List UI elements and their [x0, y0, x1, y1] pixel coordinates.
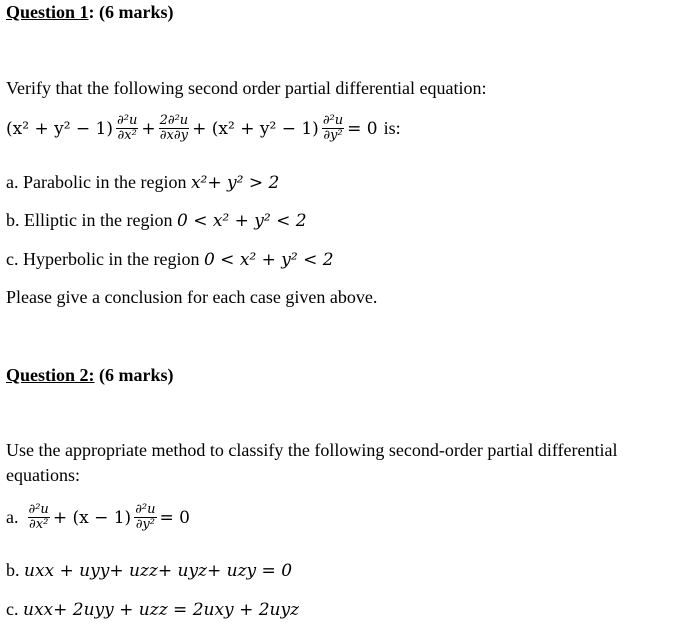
q2-fraction-uxx-numerator: ∂²u — [28, 502, 49, 517]
question-2-title — [6, 365, 174, 386]
question-1-item-c — [6, 249, 334, 270]
item-c-math: 0 < x² + y² < 2 — [203, 250, 334, 270]
item-a-label: a. — [6, 507, 19, 527]
question-1-marks: (6 marks) — [99, 2, 174, 22]
question-2-label: Question 2: — [6, 365, 95, 385]
fraction-uyy-denominator: ∂y² — [323, 128, 343, 143]
item-a-text: a. Parabolic in the region — [6, 172, 187, 192]
eq-prefix: (x² + y² − 1) — [6, 118, 114, 139]
item-b-text: b. Elliptic in the region — [6, 210, 173, 230]
fraction-uxy-numerator: 2∂²u — [159, 113, 189, 128]
question-1-equation — [6, 114, 401, 143]
fraction-uyy — [322, 114, 344, 143]
item-b-label: b. — [6, 560, 20, 580]
q2-fraction-uyy — [134, 503, 156, 532]
question-2-marks: (6 marks) — [99, 365, 174, 385]
item-c-math: uxx+ 2uyy + uzz = 2uxy + 2uyz — [23, 600, 300, 620]
fraction-uxx — [116, 114, 138, 143]
question-1-item-b — [6, 210, 307, 231]
q2-fraction-uxx — [28, 503, 50, 532]
question-2-intro-line-2: equations: — [6, 465, 80, 485]
fraction-uxy — [159, 114, 190, 143]
question-2-intro-line-1: Use the appropriate method to classify the following second-order partial differential — [6, 440, 618, 460]
fraction-uxx-numerator: ∂²u — [117, 113, 138, 128]
question-2-item-a — [6, 503, 190, 532]
question-1-conclusion: Please give a conclusion for each case given above. — [6, 287, 378, 307]
q2-eq-end: = 0 — [159, 507, 190, 528]
item-c-text: c. Hyperbolic in the region — [6, 249, 200, 269]
fraction-uxx-denominator: ∂x² — [117, 128, 137, 143]
q2-fraction-uyy-numerator: ∂²u — [135, 502, 156, 517]
fraction-uyy-numerator: ∂²u — [322, 113, 344, 128]
question-1-label: Question 1 — [6, 2, 89, 22]
item-a-math: x²+ y² > 2 — [190, 173, 280, 193]
item-b-math: 0 < x² + y² < 2 — [176, 211, 307, 231]
question-1-colon: : — [88, 2, 95, 22]
eq-end: = 0 — [347, 118, 378, 139]
question-2-item-c — [6, 599, 299, 620]
question-1-intro: Verify that the following second order partial differential equation: — [6, 78, 487, 98]
eq-mid: + (x² + y² − 1) — [192, 118, 319, 139]
q2-eq-mid: + (x − 1) — [52, 507, 132, 528]
item-b-math: uxx + uyy+ uzz+ uyz+ uzy = 0 — [24, 561, 293, 581]
q2-fraction-uxx-denominator: ∂x² — [29, 517, 49, 532]
question-1-title — [6, 2, 174, 23]
eq-plus: + — [141, 118, 156, 139]
q2-fraction-uyy-denominator: ∂y² — [135, 517, 155, 532]
question-2-item-b — [6, 560, 292, 581]
item-c-label: c. — [6, 599, 19, 619]
fraction-uxy-denominator: ∂x∂y — [159, 128, 188, 143]
eq-suffix: is: — [383, 118, 401, 138]
question-1-item-a — [6, 172, 279, 193]
